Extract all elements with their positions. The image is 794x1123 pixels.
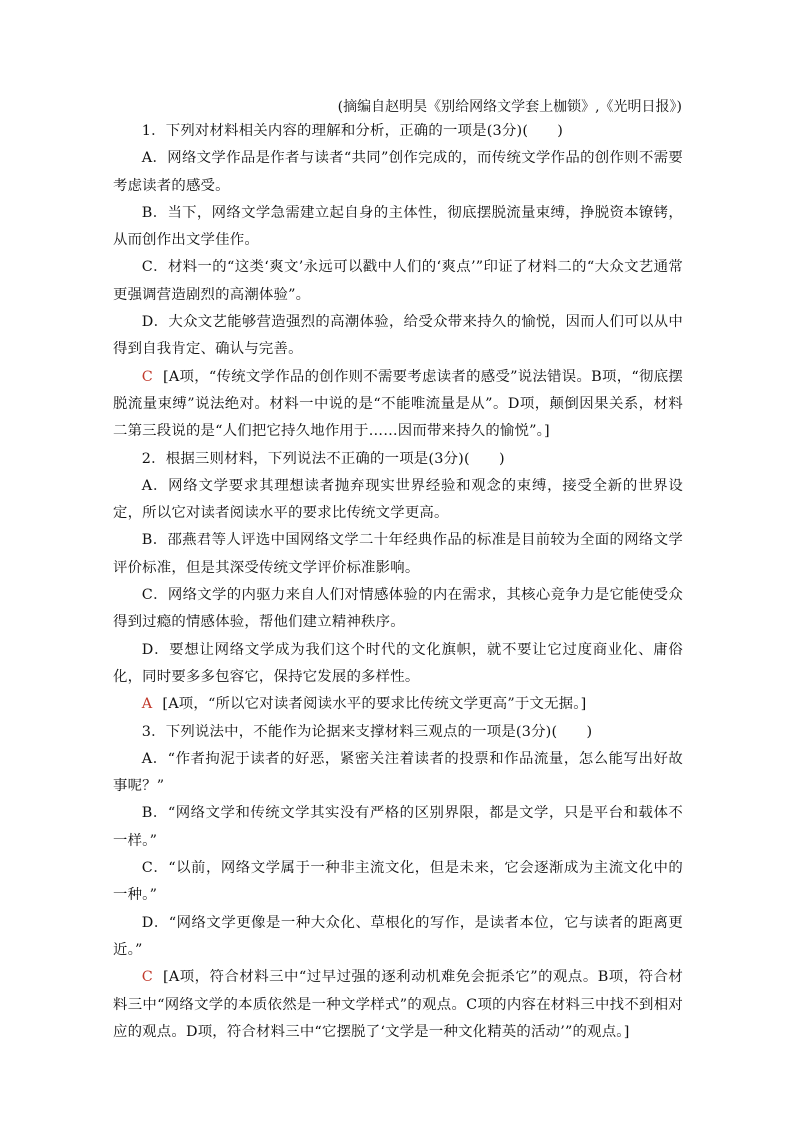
question-stem: 1．下列对材料相关内容的理解和分析，正确的一项是(3分)( ) xyxy=(141,123,564,139)
option-text: D．“网络文学更像是一种大众化、草根化的写作，是读者本位，它与读者的距离更近。” xyxy=(113,914,683,958)
explanation-text: [A项，符合材料三中“过早过强的逐利动机难免会扼杀它”的观点。B项，符合材料三中“网络文学的本质依然是一种文学样式”的观点。C项的内容在材料三中找不到相对应的观点。D项，符合材料三中“它摆脱了‘文学是一种文化精英的活动’”的观点。] xyxy=(113,969,683,1040)
option-text: B．邵燕君等人评选中国网络文学二十年经典作品的标准是目前较为全面的网络文学评价标准，但是其深受传统文学评价标准影响。 xyxy=(113,532,683,576)
option-text: D．大众文艺能够营造强烈的高潮体验，给受众带来持久的愉悦，因而人们可以从中得到自我肯定、确认与完善。 xyxy=(113,314,683,358)
option-text: D．要想让网络文学成为我们这个时代的文化旗帜，就不要让它过度商业化、庸俗化，同时要多多包容它，保持它发展的多样性。 xyxy=(113,641,683,685)
answer-explanation xyxy=(113,964,683,1046)
answer-explanation xyxy=(113,691,683,718)
question-stem: 2．根据三则材料，下列说法不正确的一项是(3分)( ) xyxy=(141,450,505,467)
option-text: C．“以前，网络文学属于一种非主流文化，但是未来，它会逐渐成为主流文化中的一种。” xyxy=(113,860,683,904)
answer-explanation xyxy=(113,364,683,446)
option-text: A．“作者拘泥于读者的好恶，紧密关注着读者的投票和作品流量，怎么能写出好故事呢？” xyxy=(113,750,683,795)
option-text: B．当下，网络文学急需建立起自身的主体性，彻底摆脱流量束缚，挣脱资本镣铐，从而创作出文学佳作。 xyxy=(113,204,683,249)
answer-letter: C xyxy=(141,368,154,385)
explanation-text: [A项，“传统文学作品的创作则不需要考虑读者的感受”说法错误。B项，“彻底摆脱流量束缚”说法绝对。材料一中说的是“不能唯流量是从”。D项，颠倒因果关系，材料二第三段说的是“人们把它持久地作用于……因而带来持久的愉悦”。] xyxy=(113,368,683,440)
answer-letter: A xyxy=(141,696,153,713)
option-text: C．网络文学的内驱力来自人们对情感体验的内在需求，其核心竞争力是它能使受众得到过瘾的情感体验，帮他们建立精神秩序。 xyxy=(113,587,683,631)
answer-letter: C xyxy=(141,969,154,986)
explanation-text: [A项，“所以它对读者阅读水平的要求比传统文学更高”于文无据。] xyxy=(162,696,587,713)
option-text: A．网络文学要求其理想读者抛弃现实世界经验和观念的束缚，接受全新的世界设定，所以它对读者阅读水平的要求比传统文学更高。 xyxy=(113,477,683,522)
option-text: B．“网络文学和传统文学其实没有严格的区别界限，都是文学，只是平台和载体不一样。” xyxy=(113,805,683,849)
source-citation: (摘编自赵明昊《别给网络文学套上枷锁》,《光明日报》) xyxy=(337,99,682,115)
option-text: C．材料一的“这类‘爽文’永远可以戳中人们的‘爽点’”印证了材料二的“大众文艺通常更强调营造剧烈的高潮体验”。 xyxy=(113,259,683,303)
question-stem: 3．下列说法中，不能作为论据来支撑材料三观点的一项是(3分)( ) xyxy=(141,723,593,740)
option-text: A．网络文学作品是作者与读者“共同”创作完成的，而传统文学作品的创作则不需要考虑读者的感受。 xyxy=(113,150,683,194)
question-content xyxy=(113,118,683,1046)
